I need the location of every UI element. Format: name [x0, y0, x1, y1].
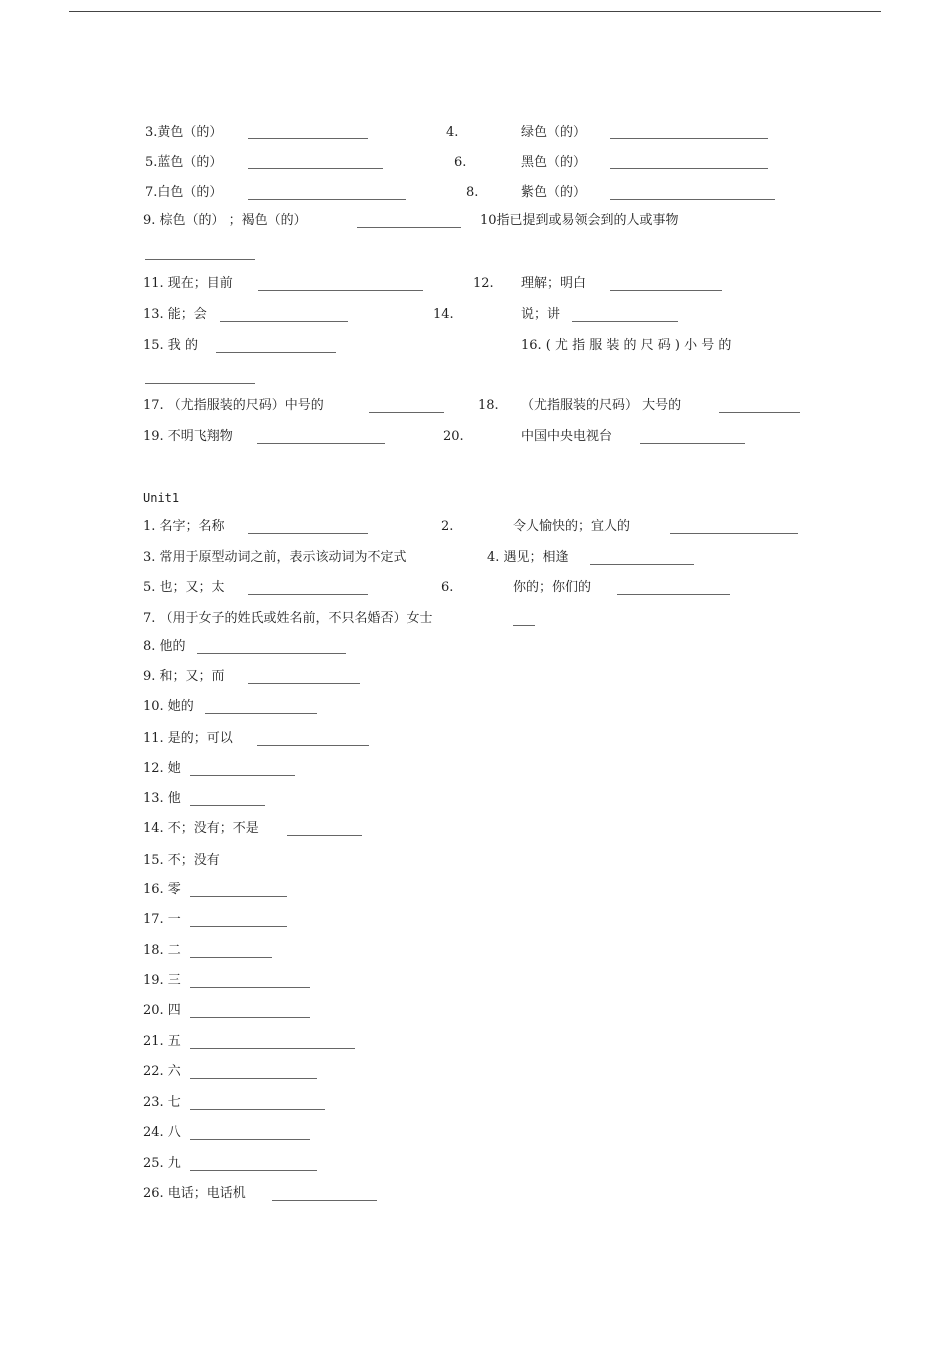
- unit-item-9-label: 9. 和；又；而: [143, 669, 225, 684]
- unit-item-24-blank[interactable]: [190, 1139, 310, 1140]
- unit-item-8-blank[interactable]: [197, 653, 346, 654]
- unit-item-3-label: 3. 常用于原型动词之前，表示该动词为不定式: [143, 550, 407, 565]
- item-16-label: 16. ( 尤 指 服 装 的 尺 码 ) 小 号 的: [521, 338, 732, 353]
- unit-item-2-label: 令人愉快的；宜人的: [513, 519, 631, 534]
- item-17-blank[interactable]: [369, 412, 444, 413]
- item-19-label: 19. 不明飞翔物: [143, 429, 233, 444]
- unit-item-25-blank[interactable]: [190, 1170, 317, 1171]
- item-3-label: 3.黄色（的）: [145, 125, 223, 140]
- item-3-blank[interactable]: [248, 138, 368, 139]
- item-20-number: 20.: [443, 429, 464, 444]
- item-4-label: 绿色（的）: [521, 125, 587, 140]
- unit-item-25-label: 25. 九: [143, 1156, 181, 1171]
- item-6-number: 6.: [454, 155, 467, 170]
- item-9-label: 9. 棕色（的） ；褐色（的）: [143, 213, 307, 228]
- unit-heading: Unit1: [143, 491, 180, 505]
- unit-item-15-label: 15. 不；没有: [143, 853, 220, 868]
- unit-item-6-blank[interactable]: [617, 594, 730, 595]
- unit-item-7-blank[interactable]: [513, 625, 535, 626]
- unit-item-9-blank[interactable]: [248, 683, 360, 684]
- unit-item-23-blank[interactable]: [190, 1109, 325, 1110]
- item-5-blank[interactable]: [248, 168, 383, 169]
- unit-item-14-label: 14. 不；没有；不是: [143, 821, 259, 836]
- unit-item-14-blank[interactable]: [287, 835, 362, 836]
- unit-item-2-blank[interactable]: [670, 533, 798, 534]
- unit-item-19-blank[interactable]: [190, 987, 310, 988]
- item-13-blank[interactable]: [220, 321, 348, 322]
- unit-item-26-label: 26. 电话；电话机: [143, 1186, 246, 1201]
- unit-item-16-blank[interactable]: [190, 896, 287, 897]
- unit-item-5-blank[interactable]: [248, 594, 368, 595]
- item-5-label: 5.蓝色（的）: [145, 155, 223, 170]
- item-13-label: 13. 能；会: [143, 307, 207, 322]
- item-14-label: 说；讲: [521, 307, 561, 322]
- item-12-number: 12.: [473, 276, 494, 291]
- unit-item-24-label: 24. 八: [143, 1125, 181, 1140]
- unit-item-17-label: 17. 一: [143, 912, 181, 927]
- item-9-blank[interactable]: [357, 227, 461, 228]
- item-7-blank[interactable]: [248, 199, 406, 200]
- unit-item-20-label: 20. 四: [143, 1003, 181, 1018]
- unit-item-22-label: 22. 六: [143, 1064, 181, 1079]
- unit-item-6-label: 你的；你们的: [513, 580, 592, 595]
- unit-item-20-blank[interactable]: [190, 1017, 310, 1018]
- unit-item-2-number: 2.: [441, 519, 454, 534]
- item-18-label: （尤指服装的尺码） 大号的: [521, 398, 682, 413]
- unit-item-4-label: 4. 遇见；相逢: [487, 550, 569, 565]
- item-8-label: 紫色（的）: [521, 185, 587, 200]
- item-18-number: 18.: [478, 398, 499, 413]
- item-15-label: 15. 我 的: [143, 338, 198, 353]
- unit-item-12-blank[interactable]: [190, 775, 295, 776]
- unit-item-10-blank[interactable]: [205, 713, 317, 714]
- unit-item-12-label: 12. 她: [143, 761, 181, 776]
- item-18-blank[interactable]: [719, 412, 800, 413]
- unit-item-11-blank[interactable]: [257, 745, 369, 746]
- unit-item-8-label: 8. 他的: [143, 639, 186, 654]
- unit-item-5-label: 5. 也；又；太: [143, 580, 225, 595]
- item-6-blank[interactable]: [610, 168, 768, 169]
- item-7-label: 7.白色（的）: [145, 185, 223, 200]
- item-16-blank[interactable]: [145, 383, 255, 384]
- unit-item-16-label: 16. 零: [143, 882, 181, 897]
- header-rule: [69, 11, 881, 12]
- unit-item-22-blank[interactable]: [190, 1078, 317, 1079]
- item-17-label: 17. （尤指服装的尺码）中号的: [143, 398, 324, 413]
- unit-item-10-label: 10. 她的: [143, 699, 194, 714]
- unit-item-7-label: 7. （用于女子的姓氏或姓名前，不只名婚否）女士: [143, 611, 433, 626]
- unit-item-11-label: 11. 是的；可以: [143, 731, 233, 746]
- unit-item-21-label: 21. 五: [143, 1034, 181, 1049]
- item-8-blank[interactable]: [610, 199, 775, 200]
- item-4-blank[interactable]: [610, 138, 768, 139]
- item-8-number: 8.: [466, 185, 479, 200]
- unit-item-18-blank[interactable]: [190, 957, 272, 958]
- item-10-label: 10指已提到或易领会到的人或事物: [480, 213, 679, 228]
- item-20-label: 中国中央电视台: [521, 429, 613, 444]
- item-11-label: 11. 现在；目前: [143, 276, 233, 291]
- unit-item-4-blank[interactable]: [590, 564, 694, 565]
- unit-item-26-blank[interactable]: [272, 1200, 377, 1201]
- item-14-blank[interactable]: [572, 321, 678, 322]
- unit-item-6-number: 6.: [441, 580, 454, 595]
- unit-item-21-blank[interactable]: [190, 1048, 355, 1049]
- item-15-blank[interactable]: [216, 352, 336, 353]
- unit-item-1-blank[interactable]: [248, 533, 368, 534]
- item-19-blank[interactable]: [257, 443, 385, 444]
- unit-item-23-label: 23. 七: [143, 1095, 181, 1110]
- item-10-blank[interactable]: [145, 259, 255, 260]
- unit-item-1-label: 1. 名字；名称: [143, 519, 225, 534]
- item-11-blank[interactable]: [258, 290, 423, 291]
- item-6-label: 黑色（的）: [521, 155, 587, 170]
- item-20-blank[interactable]: [640, 443, 745, 444]
- unit-item-19-label: 19. 三: [143, 973, 181, 988]
- unit-item-17-blank[interactable]: [190, 926, 287, 927]
- item-12-label: 理解；明白: [521, 276, 587, 291]
- item-14-number: 14.: [433, 307, 454, 322]
- unit-item-18-label: 18. 二: [143, 943, 181, 958]
- item-12-blank[interactable]: [610, 290, 722, 291]
- unit-item-13-blank[interactable]: [190, 805, 265, 806]
- unit-item-13-label: 13. 他: [143, 791, 181, 806]
- item-4-number: 4.: [446, 125, 459, 140]
